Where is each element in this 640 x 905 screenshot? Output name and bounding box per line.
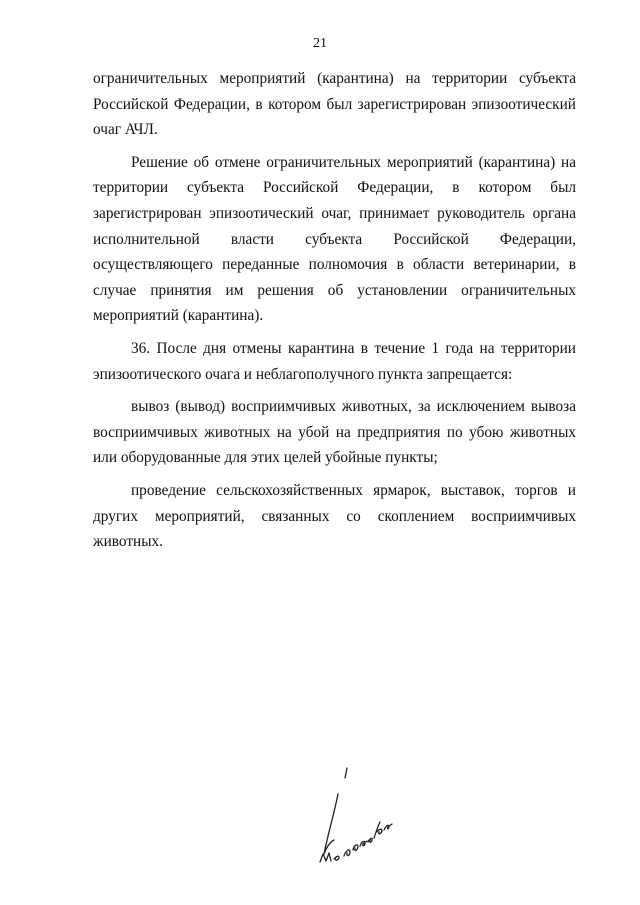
- document-body: [93, 66, 576, 562]
- paragraph-2: Решение об отмене ограничительных мероприятий (карантина) на территории субъекта Российской Федерации, в котором был зарегистрирован эпизоотический очаг, принимает руководитель органа исполнительной власти субъекта Российской Федерации, осуществляющего переданные полномочия в области ветеринарии, в случае принятия им решения об установлении ограничительных мероприятий (карантина).: [93, 153, 576, 325]
- paragraph-4: вывоз (вывод) восприимчивых животных, за исключением вывоза восприимчивых животных на убой на предприятия по убою животных или оборудованные для этих целей убойные пункты;: [93, 398, 576, 467]
- paragraph-3: 36. После дня отмены карантина в течение 1 года на территории эпизоотического очага и неблагополучного пункта запрещается:: [93, 339, 576, 383]
- handwritten-signature: [300, 762, 410, 872]
- paragraph-5: проведение сельскохозяйственных ярмарок, выставок, торгов и других мероприятий, связанных со скоплением восприимчивых животных.: [93, 481, 576, 551]
- paragraph-1: ограничительных мероприятий (карантина) на территории субъекта Российской Федерации, в котором был зарегистрирован эпизоотический очаг АЧЛ.: [93, 70, 576, 139]
- page-number: 21: [313, 36, 327, 51]
